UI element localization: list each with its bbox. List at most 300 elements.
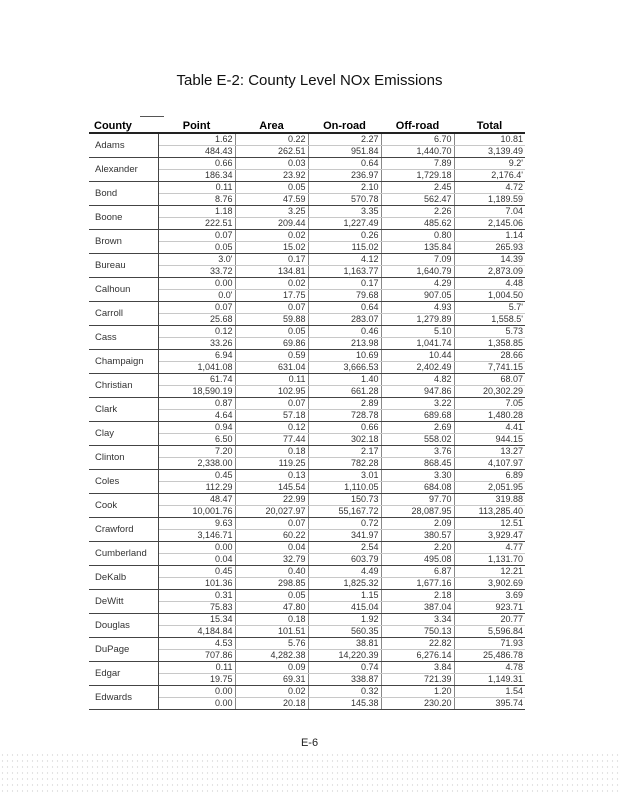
table-row — [89, 446, 525, 458]
county-name: Clark — [89, 398, 158, 422]
total-value: 113,285.40 — [454, 506, 525, 518]
off-road-value: 1,729.18 — [381, 170, 454, 182]
point-value: 33.26 — [158, 338, 235, 350]
total-value: 319.88 — [454, 494, 525, 506]
header-on-road: On-road — [308, 118, 381, 133]
county-name: Coles — [89, 470, 158, 494]
point-value: 222.51 — [158, 218, 235, 230]
county-name: DeWitt — [89, 590, 158, 614]
off-road-value: 1,640.79 — [381, 266, 454, 278]
point-value: 0.31 — [158, 590, 235, 602]
total-value: 25,486.78 — [454, 650, 525, 662]
table-row — [89, 158, 525, 170]
table-row — [89, 326, 525, 338]
table-row — [89, 206, 525, 218]
off-road-value: 28,087.95 — [381, 506, 454, 518]
on-road-value: 603.79 — [308, 554, 381, 566]
point-value: 4,184.84 — [158, 626, 235, 638]
table-row — [89, 686, 525, 698]
point-value: 0.0' — [158, 290, 235, 302]
area-value: 0.12 — [235, 422, 308, 434]
header-off-road: Off-road — [381, 118, 454, 133]
total-value: 3,902.69 — [454, 578, 525, 590]
point-value: 8.76 — [158, 194, 235, 206]
table-row — [89, 566, 525, 578]
county-name: Christian — [89, 374, 158, 398]
total-value: 14.39 — [454, 254, 525, 266]
point-value: 101.36 — [158, 578, 235, 590]
off-road-value: 562.47 — [381, 194, 454, 206]
county-name: Carroll — [89, 302, 158, 326]
total-value: 6.89 — [454, 470, 525, 482]
on-road-value: 14,220.39 — [308, 650, 381, 662]
point-value: 0.94 — [158, 422, 235, 434]
on-road-value: 0.66 — [308, 422, 381, 434]
area-value: 0.02 — [235, 686, 308, 698]
county-name: Crawford — [89, 518, 158, 542]
point-value: 1.62 — [158, 133, 235, 146]
area-value: 0.05 — [235, 182, 308, 194]
on-road-value: 0.17 — [308, 278, 381, 290]
off-road-value: 5.10 — [381, 326, 454, 338]
on-road-value: 1.92 — [308, 614, 381, 626]
header-area: Area — [235, 118, 308, 133]
off-road-value: 230.20 — [381, 698, 454, 710]
total-value: 7.05 — [454, 398, 525, 410]
total-value: 4.72 — [454, 182, 525, 194]
on-road-value: 728.78 — [308, 410, 381, 422]
area-value: 0.02 — [235, 278, 308, 290]
on-road-value: 341.97 — [308, 530, 381, 542]
off-road-value: 4.93 — [381, 302, 454, 314]
point-value: 3,146.71 — [158, 530, 235, 542]
area-value: 57.18 — [235, 410, 308, 422]
on-road-value: 55,167.72 — [308, 506, 381, 518]
table-row — [89, 374, 525, 386]
total-value: 1,131.70 — [454, 554, 525, 566]
point-value: 61.74 — [158, 374, 235, 386]
area-value: 134.81 — [235, 266, 308, 278]
on-road-value: 0.72 — [308, 518, 381, 530]
point-value: 19.75 — [158, 674, 235, 686]
total-value: 1,004.50 — [454, 290, 525, 302]
area-value: 0.13 — [235, 470, 308, 482]
on-road-value: 570.78 — [308, 194, 381, 206]
total-value: 1,149.31 — [454, 674, 525, 686]
off-road-value: 7.09 — [381, 254, 454, 266]
total-value: 5,596.84 — [454, 626, 525, 638]
on-road-value: 2.27 — [308, 133, 381, 146]
point-value: 25.68 — [158, 314, 235, 326]
table-row — [89, 182, 525, 194]
off-road-value: 907.05 — [381, 290, 454, 302]
point-value: 0.07 — [158, 302, 235, 314]
area-value: 262.51 — [235, 146, 308, 158]
off-road-value: 721.39 — [381, 674, 454, 686]
off-road-value: 684.08 — [381, 482, 454, 494]
point-value: 1.18 — [158, 206, 235, 218]
total-value: 923.71 — [454, 602, 525, 614]
total-value: 1.54 — [454, 686, 525, 698]
point-value: 0.05 — [158, 242, 235, 254]
table-row — [89, 662, 525, 674]
off-road-value: 2.45 — [381, 182, 454, 194]
off-road-value: 495.08 — [381, 554, 454, 566]
on-road-value: 38.81 — [308, 638, 381, 650]
emissions-table — [89, 118, 525, 710]
point-value: 48.47 — [158, 494, 235, 506]
off-road-value: 2,402.49 — [381, 362, 454, 374]
off-road-value: 135.84 — [381, 242, 454, 254]
area-value: 0.05 — [235, 326, 308, 338]
on-road-value: 145.38 — [308, 698, 381, 710]
table-row — [89, 470, 525, 482]
point-value: 0.45 — [158, 470, 235, 482]
point-value: 484.43 — [158, 146, 235, 158]
area-value: 0.05 — [235, 590, 308, 602]
off-road-value: 387.04 — [381, 602, 454, 614]
on-road-value: 661.28 — [308, 386, 381, 398]
off-road-value: 3.84 — [381, 662, 454, 674]
total-value: 944.15 — [454, 434, 525, 446]
area-value: 4,282.38 — [235, 650, 308, 662]
off-road-value: 4.82 — [381, 374, 454, 386]
on-road-value: 951.84 — [308, 146, 381, 158]
total-value: 13.27 — [454, 446, 525, 458]
point-value: 4.64 — [158, 410, 235, 422]
on-road-value: 302.18 — [308, 434, 381, 446]
total-value: 1,558.5' — [454, 314, 525, 326]
off-road-value: 558.02 — [381, 434, 454, 446]
area-value: 47.59 — [235, 194, 308, 206]
off-road-value: 947.86 — [381, 386, 454, 398]
total-value: 3,139.49 — [454, 146, 525, 158]
on-road-value: 2.89 — [308, 398, 381, 410]
total-value: 4.48 — [454, 278, 525, 290]
off-road-value: 6.87 — [381, 566, 454, 578]
point-value: 0.00 — [158, 686, 235, 698]
point-value: 2,338.00 — [158, 458, 235, 470]
on-road-value: 782.28 — [308, 458, 381, 470]
off-road-value: 750.13 — [381, 626, 454, 638]
on-road-value: 1,163.77 — [308, 266, 381, 278]
on-road-value: 1,825.32 — [308, 578, 381, 590]
table-row — [89, 350, 525, 362]
header-total: Total — [454, 118, 525, 133]
off-road-value: 3.30 — [381, 470, 454, 482]
area-value: 0.22 — [235, 133, 308, 146]
off-road-value: 97.70 — [381, 494, 454, 506]
area-value: 5.76 — [235, 638, 308, 650]
on-road-value: 0.32 — [308, 686, 381, 698]
county-name: Edgar — [89, 662, 158, 686]
off-road-value: 1.20 — [381, 686, 454, 698]
on-road-value: 115.02 — [308, 242, 381, 254]
area-value: 20,027.97 — [235, 506, 308, 518]
point-value: 0.66 — [158, 158, 235, 170]
on-road-value: 0.26 — [308, 230, 381, 242]
county-name: Brown — [89, 230, 158, 254]
table-row — [89, 230, 525, 242]
area-value: 0.40 — [235, 566, 308, 578]
area-value: 0.03 — [235, 158, 308, 170]
total-value: 2,145.06 — [454, 218, 525, 230]
county-name: Clay — [89, 422, 158, 446]
on-road-value: 0.64 — [308, 158, 381, 170]
total-value: 28.66 — [454, 350, 525, 362]
total-value: 4.78 — [454, 662, 525, 674]
on-road-value: 2.17 — [308, 446, 381, 458]
area-value: 101.51 — [235, 626, 308, 638]
on-road-value: 2.54 — [308, 542, 381, 554]
off-road-value: 2.26 — [381, 206, 454, 218]
point-value: 0.11 — [158, 182, 235, 194]
total-value: 4,107.97 — [454, 458, 525, 470]
area-value: 32.79 — [235, 554, 308, 566]
total-value: 2,051.95 — [454, 482, 525, 494]
area-value: 119.25 — [235, 458, 308, 470]
point-value: 75.83 — [158, 602, 235, 614]
area-value: 17.75 — [235, 290, 308, 302]
on-road-value: 10.69 — [308, 350, 381, 362]
title-rule — [140, 116, 164, 117]
total-value: 20.77 — [454, 614, 525, 626]
off-road-value: 2.18 — [381, 590, 454, 602]
area-value: 77.44 — [235, 434, 308, 446]
on-road-value: 560.35 — [308, 626, 381, 638]
county-name: Bond — [89, 182, 158, 206]
area-value: 0.07 — [235, 518, 308, 530]
area-value: 631.04 — [235, 362, 308, 374]
area-value: 0.17 — [235, 254, 308, 266]
off-road-value: 10.44 — [381, 350, 454, 362]
area-value: 0.04 — [235, 542, 308, 554]
area-value: 0.07 — [235, 302, 308, 314]
county-name: DuPage — [89, 638, 158, 662]
off-road-value: 689.68 — [381, 410, 454, 422]
table-row — [89, 638, 525, 650]
point-value: 0.00 — [158, 542, 235, 554]
point-value: 1,041.08 — [158, 362, 235, 374]
header-county: County — [89, 118, 158, 133]
off-road-value: 6.70 — [381, 133, 454, 146]
area-value: 209.44 — [235, 218, 308, 230]
off-road-value: 2.20 — [381, 542, 454, 554]
on-road-value: 236.97 — [308, 170, 381, 182]
on-road-value: 1.40 — [308, 374, 381, 386]
area-value: 0.18 — [235, 614, 308, 626]
total-value: 3.69 — [454, 590, 525, 602]
point-value: 186.34 — [158, 170, 235, 182]
area-value: 145.54 — [235, 482, 308, 494]
county-name: Edwards — [89, 686, 158, 710]
point-value: 0.00 — [158, 698, 235, 710]
table-row — [89, 518, 525, 530]
off-road-value: 0.80 — [381, 230, 454, 242]
off-road-value: 4.29 — [381, 278, 454, 290]
on-road-value: 1,227.49 — [308, 218, 381, 230]
total-value: 2,873.09 — [454, 266, 525, 278]
point-value: 0.11 — [158, 662, 235, 674]
point-value: 0.00 — [158, 278, 235, 290]
total-value: 395.74 — [454, 698, 525, 710]
point-value: 707.86 — [158, 650, 235, 662]
on-road-value: 150.73 — [308, 494, 381, 506]
point-value: 0.04 — [158, 554, 235, 566]
on-road-value: 0.64 — [308, 302, 381, 314]
area-value: 3.25 — [235, 206, 308, 218]
header-point: Point — [158, 118, 235, 133]
county-name: Cumberland — [89, 542, 158, 566]
total-value: 68.07 — [454, 374, 525, 386]
county-name: Champaign — [89, 350, 158, 374]
county-name: Boone — [89, 206, 158, 230]
point-value: 3.0' — [158, 254, 235, 266]
off-road-value: 868.45 — [381, 458, 454, 470]
off-road-value: 2.09 — [381, 518, 454, 530]
county-name: Cass — [89, 326, 158, 350]
point-value: 4.53 — [158, 638, 235, 650]
scan-noise — [0, 752, 619, 792]
area-value: 298.85 — [235, 578, 308, 590]
total-value: 12.51 — [454, 518, 525, 530]
total-value: 1,480.28 — [454, 410, 525, 422]
table-row — [89, 590, 525, 602]
off-road-value: 1,041.74 — [381, 338, 454, 350]
total-value: 20,302.29 — [454, 386, 525, 398]
on-road-value: 2.10 — [308, 182, 381, 194]
table-row — [89, 278, 525, 290]
on-road-value: 4.49 — [308, 566, 381, 578]
area-value: 0.09 — [235, 662, 308, 674]
area-value: 69.86 — [235, 338, 308, 350]
off-road-value: 1,677.16 — [381, 578, 454, 590]
off-road-value: 7.89 — [381, 158, 454, 170]
total-value: 5.73 — [454, 326, 525, 338]
total-value: 265.93 — [454, 242, 525, 254]
off-road-value: 3.34 — [381, 614, 454, 626]
county-name: Clinton — [89, 446, 158, 470]
county-name: Cook — [89, 494, 158, 518]
area-value: 0.59 — [235, 350, 308, 362]
total-value: 4.41 — [454, 422, 525, 434]
point-value: 0.45 — [158, 566, 235, 578]
area-value: 0.02 — [235, 230, 308, 242]
area-value: 22.99 — [235, 494, 308, 506]
county-name: DeKalb — [89, 566, 158, 590]
point-value: 0.07 — [158, 230, 235, 242]
off-road-value: 380.57 — [381, 530, 454, 542]
point-value: 6.50 — [158, 434, 235, 446]
on-road-value: 338.87 — [308, 674, 381, 686]
area-value: 69.31 — [235, 674, 308, 686]
off-road-value: 1,440.70 — [381, 146, 454, 158]
point-value: 0.87 — [158, 398, 235, 410]
table-row — [89, 133, 525, 146]
on-road-value: 415.04 — [308, 602, 381, 614]
area-value: 0.18 — [235, 446, 308, 458]
off-road-value: 2.69 — [381, 422, 454, 434]
county-name: Calhoun — [89, 278, 158, 302]
page-title: Table E-2: County Level NOx Emissions — [176, 72, 443, 89]
table-row — [89, 614, 525, 626]
area-value: 102.95 — [235, 386, 308, 398]
off-road-value: 1,279.89 — [381, 314, 454, 326]
on-road-value: 3.01 — [308, 470, 381, 482]
on-road-value: 3.35 — [308, 206, 381, 218]
total-value: 9.2' — [454, 158, 525, 170]
off-road-value: 485.62 — [381, 218, 454, 230]
on-road-value: 79.68 — [308, 290, 381, 302]
point-value: 112.29 — [158, 482, 235, 494]
total-value: 5.7' — [454, 302, 525, 314]
table-row — [89, 494, 525, 506]
point-value: 10,001.76 — [158, 506, 235, 518]
on-road-value: 4.12 — [308, 254, 381, 266]
county-name: Douglas — [89, 614, 158, 638]
total-value: 71.93 — [454, 638, 525, 650]
on-road-value: 1.15 — [308, 590, 381, 602]
off-road-value: 22.82 — [381, 638, 454, 650]
county-name: Bureau — [89, 254, 158, 278]
on-road-value: 3,666.53 — [308, 362, 381, 374]
on-road-value: 0.74 — [308, 662, 381, 674]
table-row — [89, 542, 525, 554]
point-value: 0.12 — [158, 326, 235, 338]
table-header-row — [89, 118, 525, 133]
total-value: 12.21 — [454, 566, 525, 578]
on-road-value: 283.07 — [308, 314, 381, 326]
table-row — [89, 302, 525, 314]
area-value: 47.80 — [235, 602, 308, 614]
point-value: 7.20 — [158, 446, 235, 458]
area-value: 23.92 — [235, 170, 308, 182]
area-value: 60.22 — [235, 530, 308, 542]
point-value: 18,590.19 — [158, 386, 235, 398]
table-row — [89, 398, 525, 410]
total-value: 2,176.4' — [454, 170, 525, 182]
point-value: 33.72 — [158, 266, 235, 278]
point-value: 6.94 — [158, 350, 235, 362]
area-value: 20.18 — [235, 698, 308, 710]
on-road-value: 0.46 — [308, 326, 381, 338]
page-number: E-6 — [300, 737, 319, 749]
table-row — [89, 422, 525, 434]
off-road-value: 3.76 — [381, 446, 454, 458]
total-value: 3,929.47 — [454, 530, 525, 542]
area-value: 0.07 — [235, 398, 308, 410]
table-body — [89, 133, 525, 710]
area-value: 0.11 — [235, 374, 308, 386]
total-value: 1,358.85 — [454, 338, 525, 350]
off-road-value: 6,276.14 — [381, 650, 454, 662]
off-road-value: 3.22 — [381, 398, 454, 410]
total-value: 1.14 — [454, 230, 525, 242]
county-name: Alexander — [89, 158, 158, 182]
total-value: 7.04 — [454, 206, 525, 218]
total-value: 10.81 — [454, 133, 525, 146]
point-value: 9.63 — [158, 518, 235, 530]
table-row — [89, 254, 525, 266]
total-value: 7,741.15 — [454, 362, 525, 374]
point-value: 15.34 — [158, 614, 235, 626]
on-road-value: 213.98 — [308, 338, 381, 350]
total-value: 1,189.59 — [454, 194, 525, 206]
area-value: 59.88 — [235, 314, 308, 326]
area-value: 15.02 — [235, 242, 308, 254]
on-road-value: 1,110.05 — [308, 482, 381, 494]
county-name: Adams — [89, 133, 158, 158]
